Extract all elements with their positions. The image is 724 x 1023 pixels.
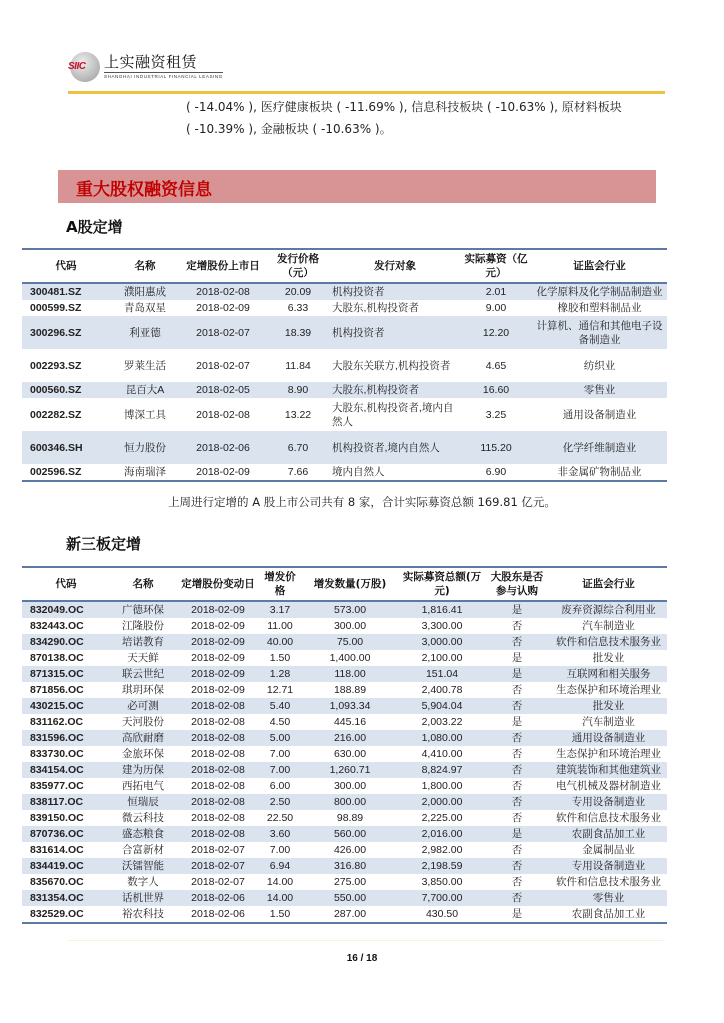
col-header: 发行对象 xyxy=(330,249,460,283)
cell-name: 天河股份 xyxy=(122,716,164,728)
company-logo xyxy=(70,50,230,84)
table-row xyxy=(22,283,667,300)
cell-price: 1.50 xyxy=(260,906,300,923)
col-header: 发行价格（元） xyxy=(266,249,330,283)
cell-code: 600346.SH xyxy=(22,431,110,464)
cell-date: 2018-02-08 xyxy=(191,748,245,760)
cell-name: 必可测 xyxy=(110,698,176,714)
table-row xyxy=(22,698,667,714)
cell-amount: 2,003.22 xyxy=(421,716,463,728)
cell-price: 20.09 xyxy=(266,283,330,300)
cell-major: 是 xyxy=(484,601,550,618)
cell-code: 832049.OC xyxy=(22,601,110,618)
col-header: 实际募资总额(万元) xyxy=(400,567,484,601)
cell-price: 7.00 xyxy=(260,762,300,778)
cell-name: 培诺教育 xyxy=(110,634,176,650)
cell-code: 000560.SZ xyxy=(22,382,110,398)
cell-date: 2018-02-05 xyxy=(180,382,266,398)
logo-english-name: SHANGHAI INDUSTRIAL FINANCIAL LEASING xyxy=(104,74,223,79)
cell-industry: 计算机、通信和其他电子设备制造业 xyxy=(532,316,667,349)
cell-name: 裕农科技 xyxy=(110,906,176,923)
cell-price: 12.71 xyxy=(266,684,294,696)
table-row xyxy=(22,300,667,316)
cell-qty: 445.16 xyxy=(333,716,367,728)
cell-date: 2018-02-08 xyxy=(176,794,260,810)
cell-price: 6.70 xyxy=(266,431,330,464)
cell-code: 832443.OC xyxy=(30,620,84,632)
cell-qty: 275.00 xyxy=(333,876,367,888)
cell-amount: 1,080.00 xyxy=(400,730,484,746)
table-row xyxy=(22,810,667,826)
cell-qty: 630.00 xyxy=(333,748,367,760)
cell-code: 838117.OC xyxy=(22,794,110,810)
cell-name: 盛态粮食 xyxy=(110,826,176,842)
col-header: 实际募资（亿元） xyxy=(460,249,532,283)
cell-industry: 纺织业 xyxy=(583,359,616,372)
table-row xyxy=(22,349,667,382)
cell-qty: 316.80 xyxy=(300,858,400,874)
cell-code: 300481.SZ xyxy=(22,283,110,300)
cell-major: 否 xyxy=(484,858,550,874)
cell-amount: 151.04 xyxy=(400,666,484,682)
cell-target: 大股东,机构投资者 xyxy=(330,382,460,398)
cell-industry: 金属制品业 xyxy=(582,844,635,856)
cell-price: 40.00 xyxy=(260,634,300,650)
cell-price: 6.33 xyxy=(287,302,309,314)
cell-qty: 300.00 xyxy=(333,780,367,792)
table-row xyxy=(22,601,667,618)
cell-qty: 300.00 xyxy=(333,620,367,632)
cell-date: 2018-02-07 xyxy=(191,844,245,856)
cell-amount: 3,850.00 xyxy=(421,876,463,888)
cell-target: 大股东关联方,机构投资者 xyxy=(332,359,451,372)
cell-date: 2018-02-07 xyxy=(196,359,250,372)
cell-qty: 1,093.34 xyxy=(300,698,400,714)
cell-amount: 9.00 xyxy=(485,302,507,314)
table-row xyxy=(22,431,667,464)
cell-amount: 1,800.00 xyxy=(421,780,463,792)
cell-amount: 6.90 xyxy=(460,464,532,481)
table-row xyxy=(22,794,667,810)
cell-industry: 电气机械及器材制造业 xyxy=(556,780,661,792)
cell-major: 否 xyxy=(511,780,523,792)
cell-major: 否 xyxy=(511,684,523,696)
cell-amount: 16.60 xyxy=(460,382,532,398)
table-row xyxy=(22,890,667,906)
cell-major: 否 xyxy=(511,844,523,856)
cell-price: 4.50 xyxy=(269,716,291,728)
col-header: 代码 xyxy=(22,249,110,283)
cell-price: 6.00 xyxy=(269,780,291,792)
cell-industry: 非金属矿物制品业 xyxy=(532,464,667,481)
cell-code: 835670.OC xyxy=(30,876,84,888)
cell-code: 300296.SZ xyxy=(22,316,110,349)
cell-name: 联云世纪 xyxy=(110,666,176,682)
cell-industry: 橡胶和塑料制品业 xyxy=(557,302,642,314)
cell-price: 18.39 xyxy=(266,316,330,349)
cell-qty: 426.00 xyxy=(333,844,367,856)
table-row xyxy=(22,746,667,762)
cell-price: 2.50 xyxy=(260,794,300,810)
table-row xyxy=(22,714,667,730)
cell-industry: 软件和信息技术服务业 xyxy=(556,876,661,888)
neeq-title: 新三板定增 xyxy=(66,535,142,553)
table-header-row xyxy=(22,249,667,283)
col-header: 大股东是否参与认购 xyxy=(484,567,550,601)
page-number: 16 / 18 xyxy=(346,953,378,964)
table-row xyxy=(22,762,667,778)
table-row xyxy=(22,874,667,890)
col-header: 增发数量(万股) xyxy=(300,567,400,601)
intro-line-1: ( -14.04% ), 医疗健康板块 ( -11.69% ), 信息科技板块 ( -10.63% ), 原材料板块 xyxy=(186,100,622,114)
cell-industry: 汽车制造业 xyxy=(582,620,635,632)
cell-industry: 批发业 xyxy=(550,698,667,714)
cell-qty: 800.00 xyxy=(300,794,400,810)
cell-amount: 3,300.00 xyxy=(421,620,463,632)
cell-date: 2018-02-09 xyxy=(191,620,245,632)
cell-name: 琪玥环保 xyxy=(122,684,164,696)
cell-price: 11.84 xyxy=(285,359,311,372)
table-row xyxy=(22,464,667,481)
cell-major: 否 xyxy=(484,698,550,714)
cell-amount: 2,225.00 xyxy=(421,812,463,824)
cell-price: 5.40 xyxy=(260,698,300,714)
intro-line-2: ( -10.39% ), 金融板块 ( -10.63% )。 xyxy=(186,122,392,136)
cell-date: 2018-02-09 xyxy=(176,601,260,618)
cell-price: 6.94 xyxy=(260,858,300,874)
cell-target: 机构投资者 xyxy=(330,316,460,349)
table-row xyxy=(22,906,667,923)
cell-code: 832529.OC xyxy=(22,906,110,923)
cell-qty: 573.00 xyxy=(300,601,400,618)
cell-date: 2018-02-09 xyxy=(176,666,260,682)
cell-name: 江隆股份 xyxy=(122,620,164,632)
cell-name: 合富新材 xyxy=(122,844,164,856)
table-row xyxy=(22,634,667,650)
cell-date: 2018-02-08 xyxy=(191,780,245,792)
cell-industry: 通用设备制造业 xyxy=(550,730,667,746)
cell-date: 2018-02-06 xyxy=(176,890,260,906)
cell-industry: 通用设备制造业 xyxy=(562,408,637,421)
cell-price: 7.00 xyxy=(269,844,291,856)
cell-major: 是 xyxy=(511,652,523,664)
cell-date: 2018-02-08 xyxy=(176,762,260,778)
cell-name: 数字人 xyxy=(127,876,159,888)
cell-amount: 5,904.04 xyxy=(400,698,484,714)
cell-code: 839150.OC xyxy=(30,812,84,824)
logo-chinese-name: 上实融资租赁 xyxy=(104,53,198,71)
cell-code: 002293.SZ xyxy=(30,359,82,372)
cell-price: 1.28 xyxy=(260,666,300,682)
cell-price: 8.90 xyxy=(266,382,330,398)
a-share-table xyxy=(22,248,667,482)
cell-price: 1.50 xyxy=(269,652,291,664)
header-divider xyxy=(68,91,665,94)
cell-qty: 560.00 xyxy=(300,826,400,842)
cell-date: 2018-02-08 xyxy=(176,826,260,842)
col-header: 证监会行业 xyxy=(550,567,667,601)
cell-qty: 550.00 xyxy=(300,890,400,906)
a-share-summary: 上周进行定增的 A 股上市公司共有 8 家，合计实际募资总额 169.81 亿元。 xyxy=(168,495,556,509)
cell-name: 海南瑞泽 xyxy=(110,464,180,481)
table-row xyxy=(22,618,667,634)
cell-target: 境内自然人 xyxy=(330,464,460,481)
cell-qty: 98.89 xyxy=(336,812,364,824)
cell-amount: 3,000.00 xyxy=(400,634,484,650)
cell-date: 2018-02-08 xyxy=(180,283,266,300)
cell-industry: 生态保护和环境治理业 xyxy=(556,748,661,760)
cell-industry: 废弃资源综合利用业 xyxy=(550,601,667,618)
cell-major: 是 xyxy=(484,666,550,682)
cell-industry: 零售业 xyxy=(532,382,667,398)
cell-industry: 专用设备制造业 xyxy=(550,794,667,810)
cell-industry: 生态保护和环境治理业 xyxy=(556,684,661,696)
cell-code: 871856.OC xyxy=(30,684,84,696)
table-header-row xyxy=(22,567,667,601)
cell-industry: 互联网和相关服务 xyxy=(550,666,667,682)
cell-amount: 2,016.00 xyxy=(400,826,484,842)
cell-amount: 2,198.59 xyxy=(400,858,484,874)
col-header: 定增股份上市日 xyxy=(180,249,266,283)
cell-price: 14.00 xyxy=(266,876,294,888)
neeq-table xyxy=(22,566,667,924)
cell-major: 是 xyxy=(484,906,550,923)
cell-major: 是 xyxy=(511,716,523,728)
cell-amount: 2,982.00 xyxy=(421,844,463,856)
table-row xyxy=(22,842,667,858)
cell-amount: 115.20 xyxy=(460,431,532,464)
cell-date: 2018-02-07 xyxy=(176,858,260,874)
cell-major: 否 xyxy=(511,876,523,888)
cell-name: 天天鲜 xyxy=(127,652,159,664)
cell-industry: 化学原料及化学制品制造业 xyxy=(532,283,667,300)
cell-major: 否 xyxy=(484,794,550,810)
table-row xyxy=(22,382,667,398)
table-row xyxy=(22,650,667,666)
cell-amount: 2,100.00 xyxy=(421,652,463,664)
cell-amount: 2,000.00 xyxy=(400,794,484,810)
cell-name: 青岛双星 xyxy=(124,302,166,314)
col-header: 名称 xyxy=(110,567,176,601)
cell-major: 否 xyxy=(484,762,550,778)
cell-code: 835977.OC xyxy=(30,780,84,792)
cell-name: 金旅环保 xyxy=(122,748,164,760)
cell-date: 2018-02-06 xyxy=(176,906,260,923)
cell-code: 831596.OC xyxy=(22,730,110,746)
cell-date: 2018-02-07 xyxy=(180,316,266,349)
cell-price: 5.00 xyxy=(260,730,300,746)
cell-target: 大股东,机构投资者,境内自然人 xyxy=(332,401,454,428)
logo-badge xyxy=(70,52,100,82)
cell-price: 7.00 xyxy=(269,748,291,760)
table-row xyxy=(22,316,667,349)
cell-amount: 4.65 xyxy=(485,359,507,372)
cell-major: 否 xyxy=(511,812,523,824)
col-header: 证监会行业 xyxy=(532,249,667,283)
cell-date: 2018-02-09 xyxy=(191,652,245,664)
cell-major: 否 xyxy=(484,634,550,650)
cell-name: 西拓电气 xyxy=(122,780,164,792)
cell-target: 大股东,机构投资者 xyxy=(332,302,419,314)
cell-amount: 7,700.00 xyxy=(400,890,484,906)
col-header: 定增股份变动日 xyxy=(176,567,260,601)
table-row xyxy=(22,858,667,874)
cell-name: 广德环保 xyxy=(110,601,176,618)
cell-date: 2018-02-07 xyxy=(191,876,245,888)
cell-industry: 农副食品加工业 xyxy=(550,826,667,842)
section-banner xyxy=(58,170,656,203)
cell-code: 831162.OC xyxy=(30,716,84,728)
cell-name: 恒力股份 xyxy=(110,431,180,464)
cell-industry: 农副食品加工业 xyxy=(550,906,667,923)
cell-name: 罗莱生活 xyxy=(124,359,166,372)
cell-industry: 专用设备制造业 xyxy=(550,858,667,874)
table-row xyxy=(22,778,667,794)
cell-industry: 软件和信息技术服务业 xyxy=(550,634,667,650)
cell-major: 否 xyxy=(511,748,523,760)
cell-code: 833730.OC xyxy=(30,748,84,760)
table-row xyxy=(22,730,667,746)
cell-name: 博深工具 xyxy=(124,408,166,421)
cell-industry: 零售业 xyxy=(550,890,667,906)
cell-price: 7.66 xyxy=(266,464,330,481)
cell-price: 14.00 xyxy=(260,890,300,906)
col-header: 增发价格 xyxy=(260,567,300,601)
cell-date: 2018-02-06 xyxy=(180,431,266,464)
cell-code: 430215.OC xyxy=(22,698,110,714)
cell-name: 高欣耐磨 xyxy=(110,730,176,746)
cell-qty: 287.00 xyxy=(300,906,400,923)
cell-date: 2018-02-09 xyxy=(196,302,250,314)
cell-date: 2018-02-08 xyxy=(191,812,245,824)
a-share-title: A股定增 xyxy=(66,218,123,236)
cell-major: 否 xyxy=(484,730,550,746)
cell-name: 话机世界 xyxy=(110,890,176,906)
cell-code: 834419.OC xyxy=(22,858,110,874)
cell-amount: 3.25 xyxy=(485,408,507,421)
cell-qty: 1,400.00 xyxy=(329,652,371,664)
cell-major: 否 xyxy=(484,890,550,906)
cell-amount: 8,824.97 xyxy=(400,762,484,778)
cell-code: 834154.OC xyxy=(22,762,110,778)
cell-qty: 75.00 xyxy=(300,634,400,650)
cell-price: 3.17 xyxy=(260,601,300,618)
cell-price: 22.50 xyxy=(266,812,294,824)
cell-date: 2018-02-09 xyxy=(180,464,266,481)
cell-code: 870736.OC xyxy=(22,826,110,842)
cell-code: 870138.OC xyxy=(30,652,84,664)
cell-major: 是 xyxy=(484,826,550,842)
cell-code: 831614.OC xyxy=(30,844,84,856)
cell-industry: 软件和信息技术服务业 xyxy=(556,812,661,824)
cell-code: 002596.SZ xyxy=(22,464,110,481)
cell-date: 2018-02-08 xyxy=(196,408,250,421)
cell-code: 002282.SZ xyxy=(30,408,82,421)
cell-industry: 汽车制造业 xyxy=(582,716,635,728)
cell-code: 000599.SZ xyxy=(30,302,82,314)
cell-qty: 188.89 xyxy=(333,684,367,696)
cell-name: 建为历保 xyxy=(110,762,176,778)
cell-price: 3.60 xyxy=(260,826,300,842)
cell-amount: 1,816.41 xyxy=(400,601,484,618)
col-header: 代码 xyxy=(22,567,110,601)
cell-code: 831354.OC xyxy=(22,890,110,906)
cell-amount: 4,410.00 xyxy=(421,748,463,760)
cell-amount: 2.01 xyxy=(460,283,532,300)
cell-amount: 430.50 xyxy=(400,906,484,923)
intro-paragraph xyxy=(186,96,666,140)
table-row xyxy=(22,666,667,682)
table-row xyxy=(22,682,667,698)
cell-amount: 12.20 xyxy=(460,316,532,349)
col-header: 名称 xyxy=(110,249,180,283)
cell-code: 871315.OC xyxy=(22,666,110,682)
cell-price: 13.22 xyxy=(284,408,312,421)
cell-date: 2018-02-08 xyxy=(176,698,260,714)
cell-industry: 建筑装饰和其他建筑业 xyxy=(550,762,667,778)
cell-date: 2018-02-09 xyxy=(191,684,245,696)
cell-target: 机构投资者 xyxy=(330,283,460,300)
cell-amount: 2,400.78 xyxy=(421,684,463,696)
cell-date: 2018-02-08 xyxy=(176,730,260,746)
footer-divider xyxy=(68,940,665,941)
cell-qty: 118.00 xyxy=(300,666,400,682)
cell-industry: 批发业 xyxy=(592,652,625,664)
cell-major: 否 xyxy=(511,620,523,632)
cell-target: 机构投资者,境内自然人 xyxy=(330,431,460,464)
cell-industry: 化学纤维制造业 xyxy=(532,431,667,464)
cell-name: 濮阳惠成 xyxy=(110,283,180,300)
cell-price: 11.00 xyxy=(267,620,293,632)
section-title: 重大股权融资信息 xyxy=(76,180,212,200)
cell-name: 利亚德 xyxy=(110,316,180,349)
logo-badge-text: SIIC xyxy=(68,61,86,72)
cell-date: 2018-02-08 xyxy=(191,716,245,728)
cell-name: 昆百大A xyxy=(110,382,180,398)
cell-name: 微云科技 xyxy=(122,812,164,824)
table-row xyxy=(22,398,667,431)
table-row xyxy=(22,826,667,842)
cell-qty: 1,260.71 xyxy=(300,762,400,778)
cell-qty: 216.00 xyxy=(300,730,400,746)
cell-date: 2018-02-09 xyxy=(176,634,260,650)
cell-code: 834290.OC xyxy=(22,634,110,650)
cell-name: 沃镭智能 xyxy=(110,858,176,874)
cell-name: 恒瑞辰 xyxy=(110,794,176,810)
